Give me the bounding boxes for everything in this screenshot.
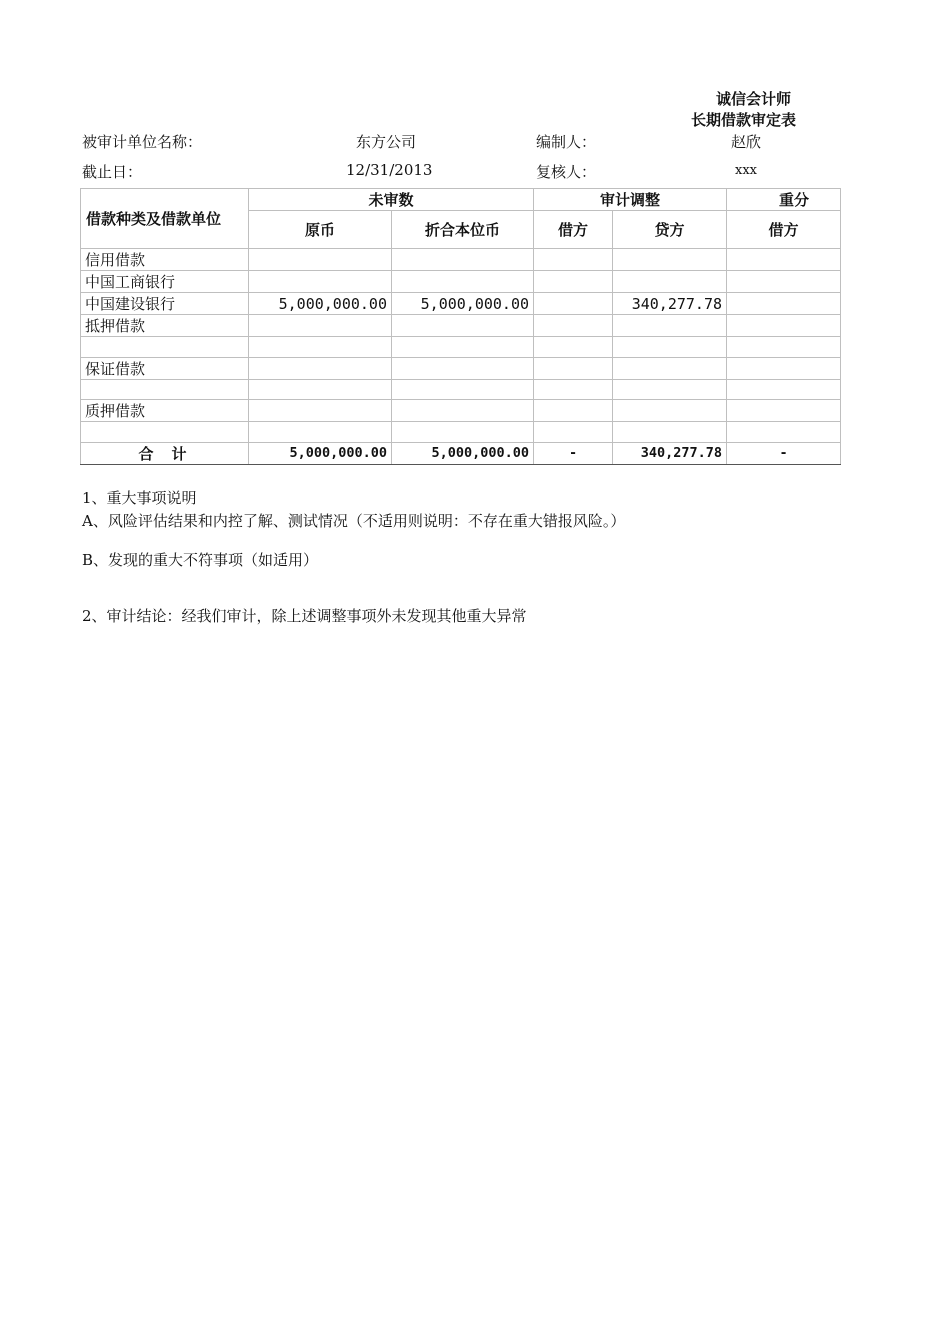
reviewer-label: 复核人： (536, 163, 597, 181)
table-row (81, 249, 841, 271)
sheet-title: 长期借款审定表 (691, 111, 797, 129)
entity-value: 东方公司 (356, 133, 417, 151)
cell-reclass-debit[interactable] (727, 249, 841, 271)
header-audit-adjustment: 审计调整 (534, 189, 727, 211)
table-row (81, 293, 841, 315)
header-original-currency: 原币 (249, 211, 392, 249)
cell-credit[interactable] (613, 271, 727, 293)
row-label[interactable] (81, 337, 249, 358)
total-label[interactable]: 合计 (81, 442, 249, 464)
note-major-matters: 1、重大事项说明 (82, 489, 197, 507)
total-credit[interactable]: 340,277.78 (613, 442, 727, 464)
header-adjust-credit: 贷方 (613, 211, 727, 249)
cell-debit[interactable] (534, 337, 613, 358)
row-label[interactable]: 信用借款 (81, 249, 249, 271)
row-label[interactable]: 中国工商银行 (81, 271, 249, 293)
cell-original[interactable] (249, 400, 392, 422)
cell-converted[interactable] (392, 315, 534, 337)
cell-reclass-debit[interactable] (727, 315, 841, 337)
total-row (81, 442, 841, 464)
date-value: 12/31/2013 (346, 161, 433, 179)
cell-debit[interactable] (534, 379, 613, 400)
total-debit[interactable]: - (534, 442, 613, 464)
table-row (81, 315, 841, 337)
cell-original[interactable] (249, 337, 392, 358)
cell-converted[interactable] (392, 337, 534, 358)
cell-credit[interactable]: 340,277.78 (613, 293, 727, 315)
row-label[interactable] (81, 379, 249, 400)
header-reclassification: 重分 (727, 189, 841, 211)
cell-original[interactable] (249, 379, 392, 400)
header-converted-currency: 折合本位币 (392, 211, 534, 249)
total-reclass-debit[interactable]: - (727, 442, 841, 464)
header-reclass-debit: 借方 (727, 211, 841, 249)
cell-original[interactable] (249, 315, 392, 337)
cell-credit[interactable] (613, 357, 727, 379)
cell-converted[interactable] (392, 379, 534, 400)
cell-credit[interactable] (613, 249, 727, 271)
note-audit-conclusion: 2、审计结论：经我们审计，除上述调整事项外未发现其他重大异常 (82, 607, 527, 625)
table-row (81, 379, 841, 400)
table-row (81, 422, 841, 443)
cell-converted[interactable]: 5,000,000.00 (392, 293, 534, 315)
firm-name: 诚信会计师 (716, 90, 792, 108)
note-discrepancies: B、发现的重大不符事项（如适用） (82, 551, 319, 569)
cell-original[interactable] (249, 357, 392, 379)
cell-converted[interactable] (392, 249, 534, 271)
table-row (81, 271, 841, 293)
cell-converted[interactable] (392, 422, 534, 443)
total-original[interactable]: 5,000,000.00 (249, 442, 392, 464)
cell-original[interactable] (249, 271, 392, 293)
cell-reclass-debit[interactable] (727, 357, 841, 379)
cell-debit[interactable] (534, 249, 613, 271)
header-adjust-debit: 借方 (534, 211, 613, 249)
cell-debit[interactable] (534, 422, 613, 443)
cell-debit[interactable] (534, 271, 613, 293)
cell-reclass-debit[interactable] (727, 422, 841, 443)
cell-reclass-debit[interactable] (727, 400, 841, 422)
cell-reclass-debit[interactable] (727, 293, 841, 315)
cell-debit[interactable] (534, 315, 613, 337)
preparer-label: 编制人： (536, 133, 597, 151)
cell-debit[interactable] (534, 293, 613, 315)
row-label[interactable] (81, 422, 249, 443)
table-row (81, 337, 841, 358)
cell-credit[interactable] (613, 400, 727, 422)
entity-label: 被审计单位名称： (82, 133, 203, 151)
cell-converted[interactable] (392, 271, 534, 293)
cell-converted[interactable] (392, 357, 534, 379)
date-label: 截止日： (82, 163, 143, 181)
reviewer-value: xxx (735, 163, 757, 178)
loan-audit-table (80, 188, 841, 465)
cell-reclass-debit[interactable] (727, 271, 841, 293)
row-label[interactable]: 质押借款 (81, 400, 249, 422)
cell-debit[interactable] (534, 400, 613, 422)
cell-original[interactable]: 5,000,000.00 (249, 293, 392, 315)
cell-credit[interactable] (613, 337, 727, 358)
header-loan-type: 借款种类及借款单位 (81, 189, 249, 249)
cell-converted[interactable] (392, 400, 534, 422)
note-risk-assessment: A、风险评估结果和内控了解、测试情况（不适用则说明：不存在重大错报风险。） (82, 512, 626, 530)
header-unaudited: 未审数 (249, 189, 534, 211)
cell-debit[interactable] (534, 357, 613, 379)
worksheet-viewport (0, 0, 810, 480)
cell-reclass-debit[interactable] (727, 379, 841, 400)
preparer-value: 赵欣 (731, 133, 762, 151)
cell-original[interactable] (249, 422, 392, 443)
cell-original[interactable] (249, 249, 392, 271)
cell-credit[interactable] (613, 315, 727, 337)
row-label[interactable]: 保证借款 (81, 357, 249, 379)
cell-credit[interactable] (613, 422, 727, 443)
table-row (81, 357, 841, 379)
row-label[interactable]: 中国建设银行 (81, 293, 249, 315)
table-row (81, 400, 841, 422)
cell-credit[interactable] (613, 379, 727, 400)
total-converted[interactable]: 5,000,000.00 (392, 442, 534, 464)
row-label[interactable]: 抵押借款 (81, 315, 249, 337)
cell-reclass-debit[interactable] (727, 337, 841, 358)
